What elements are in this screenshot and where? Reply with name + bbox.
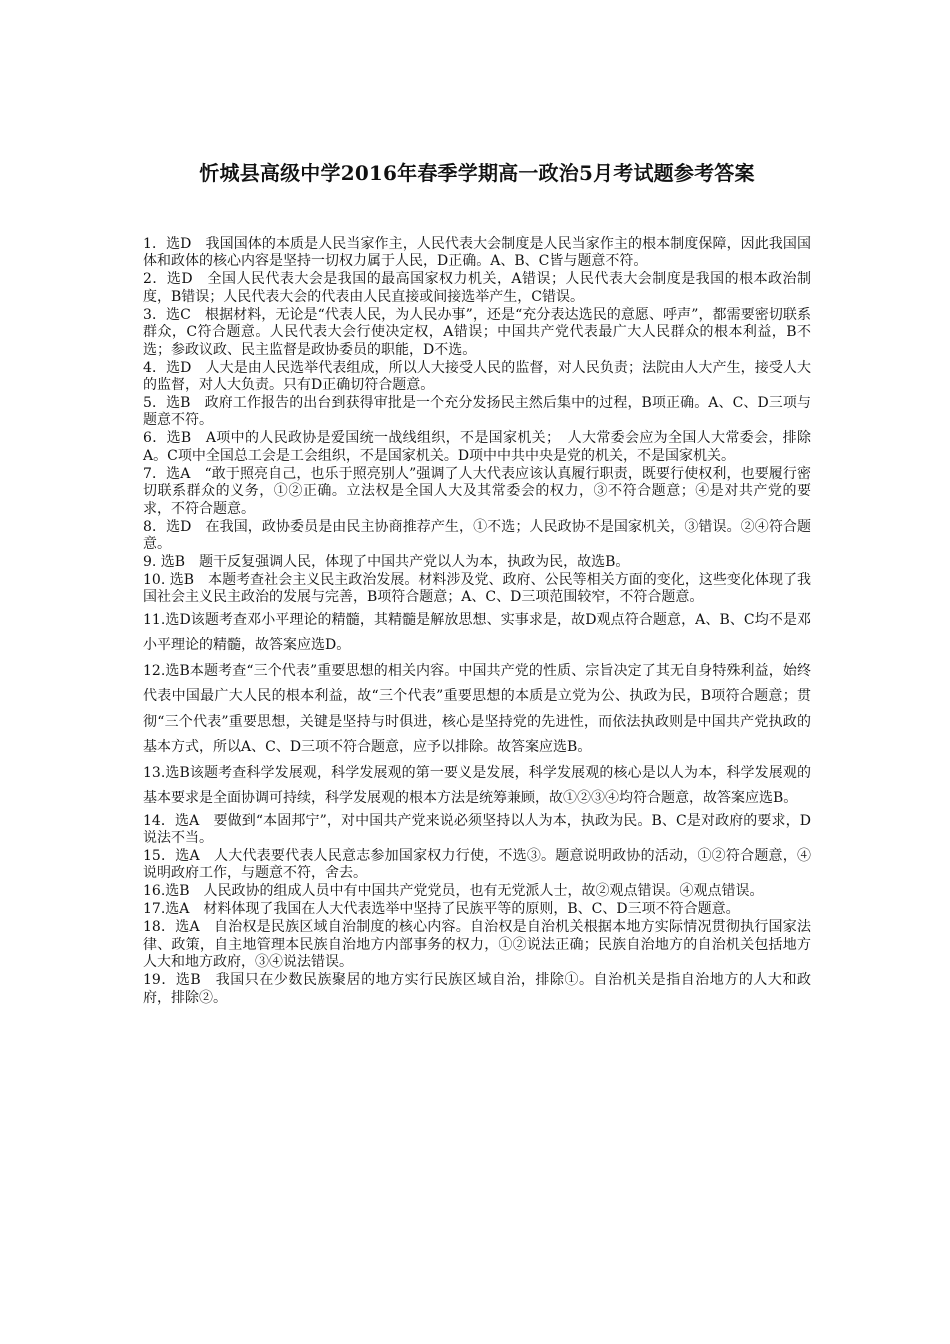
answer-item-3: 3．选C 根据材料，无论是“代表人民，为人民办事”，还是“充分表达选民的意愿、呼声”，都需要密切联系群众，C符合题意。人民代表大会行使决定权，A错误；中国共产党代表最广大人民群众的根本利益，B不选；参政议政、民主监督是政协委员的职能，D不选。 (143, 306, 811, 358)
answer-item-13: 13.选B该题考查科学发展观，科学发展观的第一要义是发展，科学发展观的核心是以人为本，科学发展观的基本要求是全面协调可持续，科学发展观的根本方法是统筹兼顾，故①②③④均符合题意，故答案应选B。 (143, 765, 811, 807)
answer-item-9: 9. 选B 题干反复强调人民，体现了中国共产党以人为本，执政为民，故选B。 (143, 554, 630, 571)
answer-item-2: 2．选D 全国人民代表大会是我国的最高国家权力机关，A错误；人民代表大会制度是我国的根本政治制度，B错误；人民代表大会的代表由人民直接或间接选举产生，C错误。 (143, 271, 811, 305)
answer-item-14: 14．选A 要做到“本固邦宁”，对中国共产党来说必须坚持以人为本，执政为民。B、C是对政府的要求，D说法不当。 (143, 812, 811, 846)
answer-item-15: 15．选A 人大代表要代表人民意志参加国家权力行使，不选③。题意说明政协的活动，①②符合题意，④说明政府工作，与题意不符，舍去。 (143, 847, 811, 882)
answer-item-5: 5．选B 政府工作报告的出台到获得审批是一个充分发扬民主然后集中的过程，B项正确。A、C、D三项与题意不符。 (143, 395, 811, 429)
answer-item-7: 7．选A “敢于照亮自己，也乐于照亮别人”强调了人大代表应该认真履行职责，既要行使权利，也要履行密切联系群众的义务，①②正确。立法权是全国人大及其常委会的权力，③不符合题意；④是对共产党的要求，不符合题意。 (143, 465, 811, 517)
answer-item-8: 8．选D 在我国，政协委员是由民主协商推荐产生，①不选；人民政协不是国家机关，③错误。②④符合题意。 (143, 518, 811, 553)
answer-item-19: 19．选B 我国只在少数民族聚居的地方实行民族区域自治，排除①。自治机关是指自治地方的人大和政府，排除②。 (143, 972, 811, 1006)
answer-item-6: 6．选B A项中的人民政协是爱国统一战线组织，不是国家机关； 人大常委会应为全国人大常委会，排除A。C项中全国总工会是工会组织，不是国家机关。D项中中共中央是党的机关，不是国家机关。 (143, 430, 811, 464)
document-title: 忻城县高级中学2016年春季学期高一政治5月考试题参考答案 (199, 161, 755, 185)
answer-item-16: 16.选B 人民政协的组成人员中有中国共产党党员，也有无党派人士，故②观点错误。④观点错误。 (143, 883, 764, 900)
answer-item-17: 17.选A 材料体现了我国在人大代表选举中坚持了民族平等的原则，B、C、D三项不符合题意。 (143, 901, 740, 918)
answer-list (143, 236, 811, 1008)
answer-item-12: 12.选B本题考查“三个代表”重要思想的相关内容。中国共产党的性质、宗旨决定了其无自身特殊利益，始终代表中国最广大人民的根本利益，故“三个代表”重要思想的本质是立党为公、执政为民，B项符合题意；贯彻“三个代表”重要思想，关键是坚持与时俱进，核心是坚持党的先进性，而依法执政则是中国共产党执政的基本方式，所以A、C、D三项不符合题意，应予以排除。故答案应选B。 (143, 663, 811, 755)
answer-item-11: 11.选D该题考查邓小平理论的精髓，其精髓是解放思想、实事求是，故D观点符合题意，A、B、C均不是邓小平理论的精髓，故答案应选D。 (143, 611, 811, 654)
answer-item-4: 4．选D 人大是由人民选举代表组成，所以人大接受人民的监督，对人民负责；法院由人大产生，接受人大的监督，对人大负责。只有D正确切符合题意。 (143, 359, 811, 394)
answer-item-10: 10. 选B 本题考查社会主义民主政治发展。材料涉及党、政府、公民等相关方面的变化，这些变化体现了我国社会主义民主政治的发展与完善，B项符合题意；A、C、D三项范围较窄，不符合题意。 (143, 572, 811, 606)
answer-item-1: 1．选D 我国国体的本质是人民当家作主，人民代表大会制度是人民当家作主的根本制度保障，因此我国国体和政体的核心内容是坚持一切权力属于人民，D正确。A、B、C皆与题意不符。 (143, 236, 811, 270)
answer-item-18: 18．选A 自治权是民族区域自治制度的核心内容。自治权是自治机关根据本地方实际情况贯彻执行国家法律、政策，自主地管理本民族自治地方内部事务的权力，①②说法正确；民族自治地方的自治机关包括地方人大和地方政府，③④说法错误。 (143, 919, 811, 971)
